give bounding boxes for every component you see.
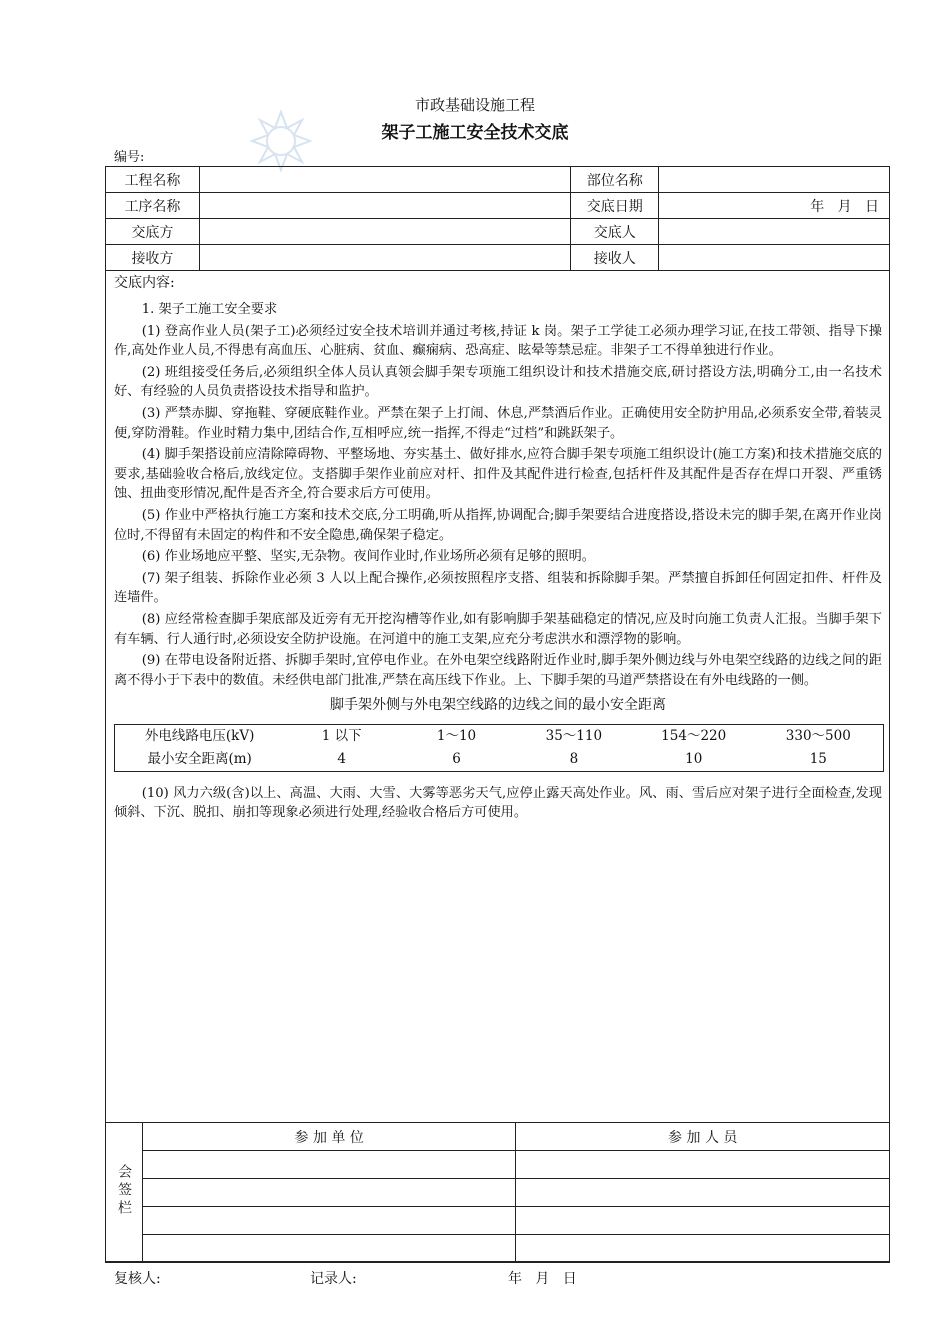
table-row — [106, 219, 890, 245]
people-field[interactable] — [516, 1179, 890, 1207]
voltage-row-label: 外电线路电压(kV) — [144, 727, 255, 744]
content-item: (7) 架子组装、拆除作业必须 3 人以上配合操作,必须按照程序支搭、组装和拆除脚手架。严禁擅自拆卸任何固定扣件、杆件及连墙件。 — [114, 570, 882, 606]
table-row — [115, 724, 884, 748]
info-table — [105, 166, 890, 271]
receiver-party-field[interactable] — [199, 245, 570, 271]
distance-table-title: 脚手架外侧与外电架空线路的边线之间的最小安全距离 — [330, 697, 666, 714]
content-item: (3) 严禁赤脚、穿拖鞋、穿硬底鞋作业。严禁在架子上打闹、休息,严禁酒后作业。正确使用安全防护用品,必须系安全带,着装灵便,穿防滑鞋。作业时精力集中,团结合作,互相呼应,统一指挥,不得走“过档”和跳跃架子。 — [114, 405, 882, 441]
content-item: (1) 登高作业人员(架子工)必须经过安全技术培训并通过考核,持证 k 岗。架子工学徒工必须办理学习证,在技工带领、指导下操作,高处作业人员,不得患有高血压、心脏病、贫血、癫痫病、恐高症、眩晕等禁忌症。非架子工不得单独进行作业。 — [114, 323, 882, 359]
distance-cell: 15 — [809, 750, 827, 767]
content-item: (2) 班组接受任务后,必须组织全体人员认真领会脚手架专项施工组织设计和技术措施交底,研讨搭设方法,明确分工,由一名技术好、有经验的人员负责搭设技术指导和监护。 — [114, 364, 882, 400]
receiver-person-field[interactable] — [659, 245, 890, 271]
process-name-label: 工序名称 — [106, 193, 200, 219]
signoff-section — [105, 1122, 890, 1262]
document-subtitle: 市政基础设施工程 — [414, 96, 535, 114]
project-name-label: 工程名称 — [106, 167, 200, 193]
content-item: (4) 脚手架搭设前应清除障碍物、平整场地、夯实基土、做好排水,应符合脚手架专项施工组织设计(施工方案)和技术措施交底的要求,基础验收合格后,放线定位。支搭脚手架作业前应对杆、扣件及其配件进行检查,包括杆件及其配件是否存在焊口开裂、严重锈蚀、扭曲变形情况,配件是否齐全,符合要求后方可使用。 — [114, 447, 882, 502]
project-name-field[interactable] — [199, 167, 570, 193]
distance-cell: 4 — [337, 750, 346, 767]
content-item: (10) 风力六级(含)以上、高温、大雨、大雪、大雾等恶劣天气,应停止露天高处作业。风、雨、雪后应对架子进行全面检查,发现倾斜、下沉、脱扣、崩扣等现象必须进行处理,经验收合格后方可使用。 — [114, 785, 882, 821]
content-item: (5) 作业中严格执行施工方案和技术交底,分工明确,听从指挥,协调配合;脚手架要结合进度搭设,搭设未完的脚手架,在离开作业岗位时,不得留有未固定的构件和不安全隐患,确保架子稳定。 — [114, 507, 882, 543]
giver-party-field[interactable] — [199, 219, 570, 245]
table-row — [106, 1123, 890, 1151]
table-row — [106, 193, 890, 219]
receiver-person-label: 接收人 — [571, 245, 659, 271]
unit-field[interactable] — [142, 1179, 516, 1207]
voltage-cell: 330～500 — [785, 727, 851, 744]
receiver-party-label: 接收方 — [106, 245, 200, 271]
people-header: 参 加 人 员 — [516, 1123, 890, 1151]
process-name-field[interactable] — [199, 193, 570, 219]
voltage-cell: 1～10 — [436, 727, 477, 744]
footer-date-label: 年 月 日 — [508, 1271, 577, 1287]
part-name-label: 部位名称 — [571, 167, 659, 193]
date-label: 交底日期 — [571, 193, 659, 219]
date-field[interactable]: 年 月 日 — [659, 193, 890, 219]
voltage-cell: 35～110 — [545, 727, 603, 744]
unit-field[interactable] — [142, 1207, 516, 1235]
distance-row-label: 最小安全距离(m) — [147, 750, 252, 767]
distance-table — [114, 724, 884, 772]
unit-field[interactable] — [142, 1235, 516, 1263]
unit-field[interactable] — [142, 1151, 516, 1179]
distance-cell: 8 — [569, 750, 579, 767]
content-item: (8) 应经常检查脚手架底部及近旁有无开挖沟槽等作业,如有影响脚手架基础稳定的情况,应及时向施工负责人汇报。当脚手架下有车辆、行人通行时,必须设安全防护设施。在河道中的施工支架,应充分考虑洪水和漂浮物的影响。 — [114, 611, 882, 647]
serial-number-label: 编号: — [114, 150, 145, 165]
content-label: 交底内容: — [114, 275, 175, 291]
recorder-label: 记录人: — [310, 1271, 357, 1287]
people-field[interactable] — [516, 1235, 890, 1263]
content-body — [114, 300, 882, 823]
content-item: (9) 在带电设备附近搭、拆脚手架时,宜停电作业。在外电架空线路附近作业时,脚手架外侧边线与外电架空线路的边线之间的距离不得小于下表中的数值。未经供电部门批准,严禁在高压线下作业。上、下脚手架的马道严禁搭设在有外电线路的一侧。 — [114, 653, 882, 688]
table-row — [106, 1235, 890, 1263]
signoff-side-label — [106, 1123, 143, 1263]
signoff-side-text: 会签栏 — [115, 1163, 132, 1218]
table-row — [106, 1151, 890, 1179]
people-field[interactable] — [516, 1151, 890, 1179]
signoff-table — [105, 1122, 890, 1263]
voltage-cell: 154～220 — [661, 727, 727, 744]
unit-header: 参 加 单 位 — [142, 1123, 516, 1151]
distance-cell: 10 — [685, 750, 703, 767]
voltage-cell: 1 以下 — [321, 727, 362, 744]
section-title: 1. 架子工施工安全要求 — [141, 302, 278, 317]
content-item: (6) 作业场地应平整、坚实,无杂物。夜间作业时,作业场所必须有足够的照明。 — [141, 549, 595, 565]
table-row — [106, 167, 890, 193]
giver-person-label: 交底人 — [571, 219, 659, 245]
reviewer-label: 复核人: — [114, 1271, 161, 1287]
giver-party-label: 交底方 — [106, 219, 200, 245]
table-row — [115, 748, 884, 772]
table-row — [106, 1207, 890, 1235]
giver-person-field[interactable] — [659, 219, 890, 245]
distance-cell: 6 — [452, 750, 461, 767]
table-row — [106, 1179, 890, 1207]
table-row — [106, 245, 890, 271]
document-title: 架子工施工安全技术交底 — [381, 123, 569, 143]
part-name-field[interactable] — [659, 167, 890, 193]
people-field[interactable] — [516, 1207, 890, 1235]
